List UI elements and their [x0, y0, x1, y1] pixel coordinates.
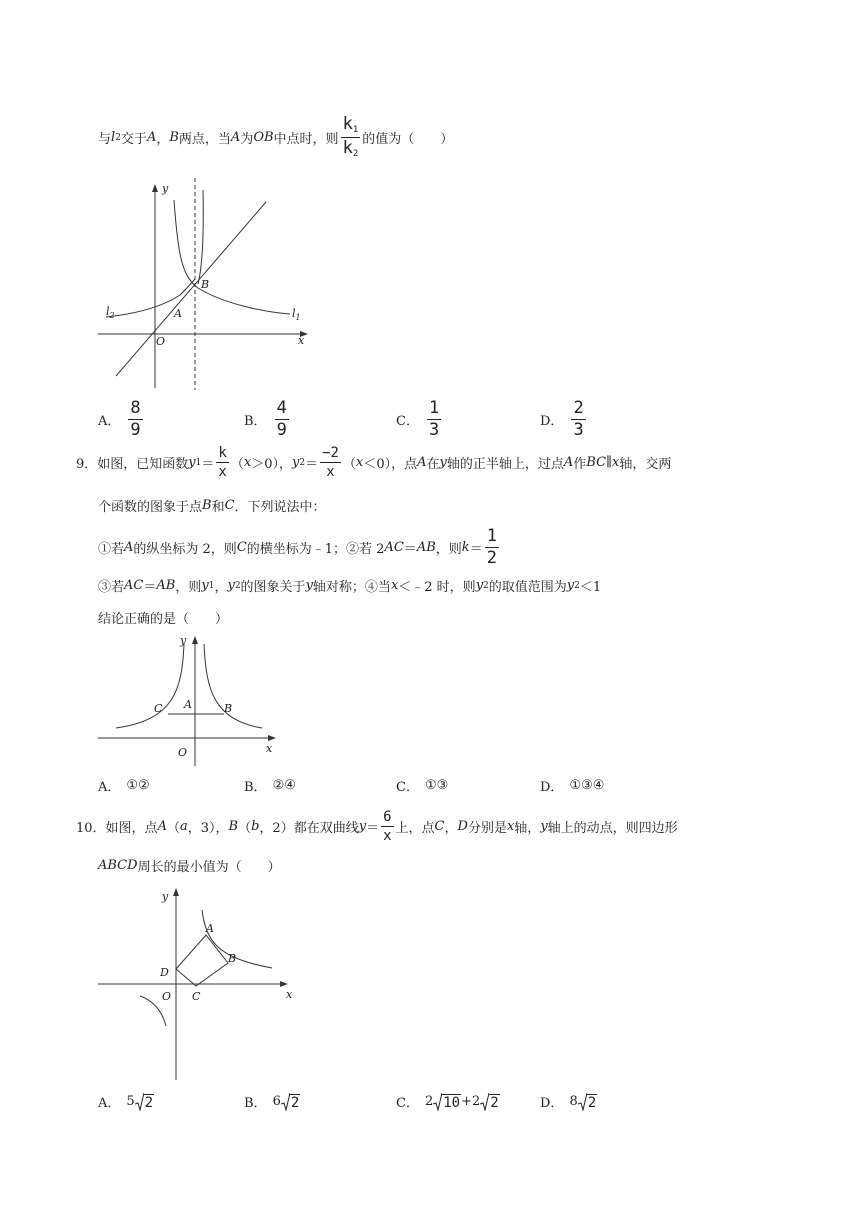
q9-option-a[interactable]: A． ①②	[98, 778, 150, 795]
q9-fraction-half: $\frac{1}{2}$	[486, 526, 497, 568]
q9-line-5: 结论正确的是（ ）	[98, 612, 229, 627]
fig-label-C: C	[192, 990, 201, 1003]
fig-label-O: O	[178, 746, 188, 759]
fig-label-y: y	[180, 634, 187, 647]
q8-figure	[94, 176, 314, 396]
q8-option-d[interactable]: D． $\frac{2}{3}$	[540, 398, 584, 440]
q8-text: 中点时，则	[273, 132, 339, 147]
q9-option-c[interactable]: C． ①③	[396, 778, 449, 795]
sqrt-icon: 2	[281, 1093, 300, 1111]
curve-l1-upper	[198, 190, 203, 284]
q9-line-2: 个函数的图象于点 B 和 C ．下列说法中：	[98, 498, 326, 515]
q9-line-3: ①若 A 的纵坐标为 2，则 C 的横坐标为﹣1；②若 2 AC ＝ AB ，则 k ＝ $\frac{1}{2}$	[98, 526, 497, 568]
q8-text: 交于	[120, 132, 147, 147]
q10-line-2: ABCD 周长的最小值为（ ）	[98, 858, 281, 875]
x-axis-arrow-icon	[280, 981, 288, 987]
x-axis-arrow-icon	[268, 735, 276, 741]
q8-sub: 2	[115, 132, 121, 143]
q9-option-b[interactable]: B． ②④	[244, 778, 296, 795]
q8-text: 与	[98, 132, 112, 147]
curve-l1	[174, 200, 290, 314]
fig-label-l2: $l_2$	[106, 305, 115, 320]
y-axis-arrow-icon	[152, 184, 158, 192]
q8-text: 为	[240, 132, 254, 147]
fig-label-O: O	[162, 990, 172, 1003]
q9-figure	[94, 630, 284, 770]
q8-text: 的值为（ ）	[362, 132, 454, 147]
sqrt-icon: 2	[135, 1093, 154, 1111]
q10-fraction-6-x: $\frac{6}{x}$	[383, 809, 392, 844]
fig-label-A: A	[184, 698, 192, 711]
fig-label-B: B	[224, 702, 233, 715]
q8-option-a[interactable]: A． $\frac{8}{9}$	[98, 398, 141, 440]
curve-left	[116, 644, 184, 728]
q8-var: A	[146, 130, 157, 145]
q9-line-1: 9． 如图，已知函数 y 1 ＝ $\frac{k}{x}$ （ x ＞0）， y 2 ＝ $\frac{-2}{x}$ （ x ＜0），点 A 在 y 轴的正半轴上，过点 A 作 BC ∥ x 轴，交两	[76, 445, 672, 480]
q9-fraction-k-x: $\frac{k}{x}$	[218, 445, 227, 480]
q10-line-1: 10． 如图，点 A （ a ，3）， B （ b ，2）都在双曲线 y ＝ $\frac{6}{x}$ 上，点 C ， D 分别是 x 轴， y 轴上的动点，则四边形	[76, 809, 678, 844]
q9-option-d[interactable]: D． ①③④	[540, 778, 605, 795]
fig-label-x: x	[266, 742, 273, 755]
fig-label-y: y	[162, 890, 169, 903]
q10-option-d[interactable]: D． 8 2	[540, 1094, 597, 1111]
fig-label-O: O	[156, 335, 166, 348]
q8-text: ，	[156, 132, 170, 147]
q10-option-c[interactable]: C． 2 10 + 2 2	[396, 1094, 499, 1111]
fig-label-D: D	[160, 966, 169, 979]
q8-text: 两点，当	[178, 132, 231, 147]
sqrt-icon: 2	[578, 1093, 597, 1111]
q9-fraction-neg2-x: $\frac{-2}{x}$	[322, 445, 339, 480]
fig-label-A: A	[206, 922, 214, 935]
fig-label-l1: $l_1$	[292, 307, 301, 322]
q8-var-l: l	[111, 130, 116, 145]
q8-var: OB	[253, 130, 274, 145]
q8-option-b[interactable]: B． $\frac{4}{9}$	[244, 398, 287, 440]
q8-stem	[98, 116, 453, 159]
curve-first-quadrant	[202, 910, 272, 968]
q9-line-4: ③若 AC ＝ AB ，则 y 1 ， y 2 的图象关于 y 轴对称；④当 x ＜﹣2 时，则 y 2 的取值范围为 y 2 ＜1	[98, 578, 602, 595]
q8-option-c[interactable]: C． $\frac{1}{3}$	[396, 398, 440, 440]
fig-label-B: B	[228, 952, 237, 965]
fig-label-x: x	[298, 334, 305, 347]
q10-option-b[interactable]: B． 6 2	[244, 1094, 300, 1111]
q10-option-a[interactable]: A． 5 2	[98, 1094, 154, 1111]
fig-label-y: y	[162, 182, 169, 195]
y-axis-arrow-icon	[192, 636, 198, 644]
y-axis-arrow-icon	[173, 888, 179, 896]
q8-fraction-k1-k2: $\frac{k_1}{k_2}$	[342, 114, 359, 159]
fig-label-A: A	[174, 307, 182, 320]
fig-label-x: x	[286, 988, 293, 1001]
line-l2	[116, 202, 266, 376]
fig-label-B: B	[201, 278, 210, 291]
curve-right	[204, 644, 262, 728]
q10-figure	[94, 880, 310, 1086]
sqrt-icon: 10	[433, 1093, 461, 1111]
fig-label-C: C	[154, 702, 163, 715]
q8-var: B	[169, 130, 179, 145]
quadrilateral-abcd	[176, 935, 228, 986]
q8-var: A	[230, 130, 241, 145]
sqrt-icon: 2	[480, 1093, 499, 1111]
